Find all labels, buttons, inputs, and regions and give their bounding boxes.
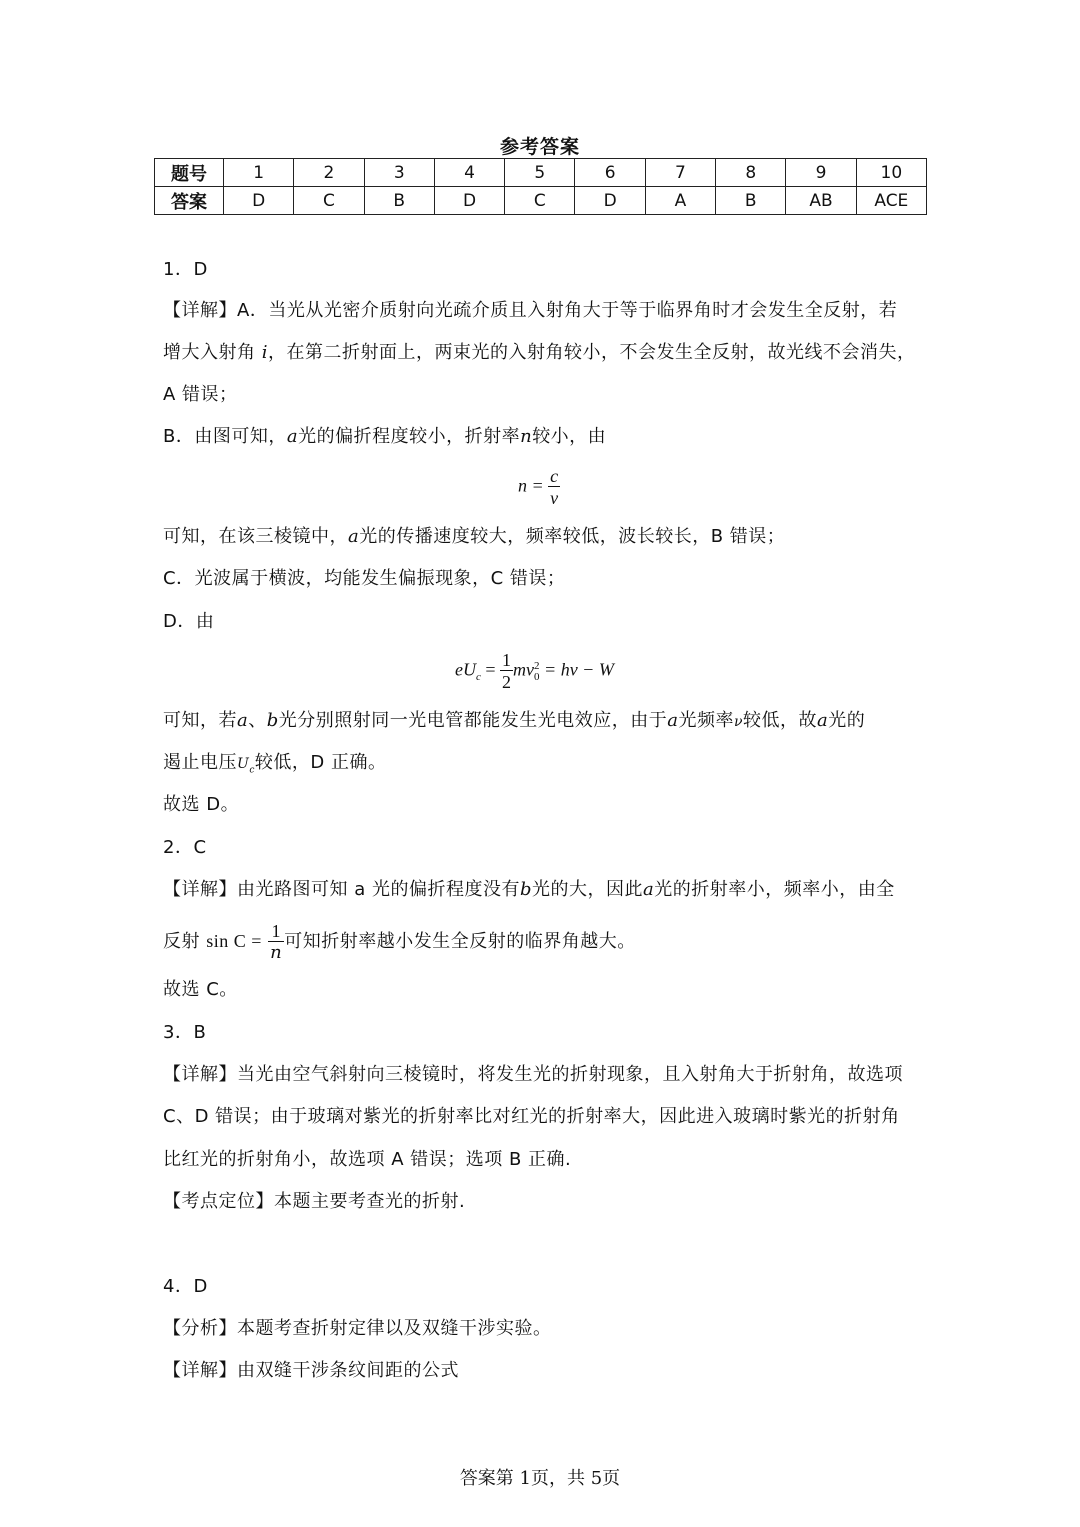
table-cell: D xyxy=(575,187,645,215)
formula-refractive-index: n = $\frac{c}{v}$ xyxy=(518,466,559,508)
table-cell: 8 xyxy=(716,159,786,187)
table-cell: 1 xyxy=(224,159,294,187)
table-cell: 3 xyxy=(364,159,434,187)
q1-explain-b2: 可知，在该三棱镜中，a光的传播速度较大，频率较低，波长较长，B 错误； xyxy=(163,526,786,547)
q1-explain-a-line1: 【详解】A．当光从光密介质射向光疏介质且入射角大于等于临界角时才会发生全反射，若 xyxy=(163,300,898,321)
table-cell: 9 xyxy=(786,159,856,187)
q1-explain-d3: 遏止电压$U_c$较低，D 正确。 xyxy=(163,752,387,776)
table-cell: B xyxy=(716,187,786,215)
question-number-row xyxy=(155,159,927,187)
q4-heading: 4．D xyxy=(163,1276,208,1297)
answer-table xyxy=(154,158,927,215)
table-cell: 7 xyxy=(645,159,715,187)
table-cell: C xyxy=(294,187,364,215)
q1-explain-d: D．由 xyxy=(163,611,215,632)
q4-explain: 【详解】由双缝干涉条纹间距的公式 xyxy=(163,1360,459,1381)
table-cell: C xyxy=(505,187,575,215)
table-cell: 4 xyxy=(434,159,504,187)
q1-explain-a-line2: 增大入射角 i，在第二折射面上，两束光的入射角较小，不会发生全反射，故光线不会消失， xyxy=(163,342,916,363)
q1-heading: 1．D xyxy=(163,259,208,280)
table-cell: B xyxy=(364,187,434,215)
q2-conclusion: 故选 C。 xyxy=(163,979,238,1000)
q2-explain-line1: 【详解】由光路图可知 a 光的偏折程度没有b光的大，因此a光的折射率小，频率小，由全 xyxy=(163,879,895,900)
table-cell: 5 xyxy=(505,159,575,187)
q1-explain-b: B．由图可知，a光的偏折程度较小，折射率n较小，由 xyxy=(163,426,607,447)
row-label-question: 题号 xyxy=(155,159,224,187)
q3-explain-line2: C、D 错误；由于玻璃对紫光的折射率比对红光的折射率大，因此进入玻璃时紫光的折射角 xyxy=(163,1106,900,1127)
table-cell: ACE xyxy=(856,187,926,215)
table-cell: AB xyxy=(786,187,856,215)
q1-explain-a-line3: A 错误； xyxy=(163,384,238,405)
q1-explain-c: C．光波属于横波，均能发生偏振现象，C 错误； xyxy=(163,568,566,589)
q4-analysis: 【分析】本题考查折射定律以及双缝干涉实验。 xyxy=(163,1318,552,1339)
q3-heading: 3．B xyxy=(163,1022,207,1043)
q2-heading: 2．C xyxy=(163,837,207,858)
row-label-answer: 答案 xyxy=(155,187,224,215)
q3-key-point: 【考点定位】本题主要考查光的折射. xyxy=(163,1191,466,1212)
q3-explain-line1: 【详解】当光由空气斜射向三棱镜时，将发生光的折射现象，且入射角大于折射角，故选项 xyxy=(163,1064,903,1085)
page-title: 参考答案 xyxy=(499,136,580,158)
table-cell: D xyxy=(224,187,294,215)
table-cell: D xyxy=(434,187,504,215)
table-cell: A xyxy=(645,187,715,215)
q1-conclusion: 故选 D。 xyxy=(163,794,240,815)
q1-explain-d2: 可知，若a、b光分别照射同一光电管都能发生光电效应，由于a光频率ν较低，故a光的 xyxy=(163,710,866,731)
table-cell: 6 xyxy=(575,159,645,187)
formula-photoelectric: $eU_c$ = $\frac{1}{2}$ mv 2 0 = hν − W xyxy=(455,650,614,692)
q2-explain-line2: 反射 sin C = $\frac{1}{n}$ 可知折射率越小发生全反射的临界角越大。 xyxy=(163,920,636,963)
page-footer: 答案第 1页，共 5页 xyxy=(459,1468,621,1489)
q3-explain-line3: 比红光的折射角小，故选项 A 错误；选项 B 正确. xyxy=(163,1149,572,1170)
table-cell: 2 xyxy=(294,159,364,187)
variable-i: i xyxy=(261,342,268,363)
answer-row xyxy=(155,187,927,215)
table-cell: 10 xyxy=(856,159,926,187)
